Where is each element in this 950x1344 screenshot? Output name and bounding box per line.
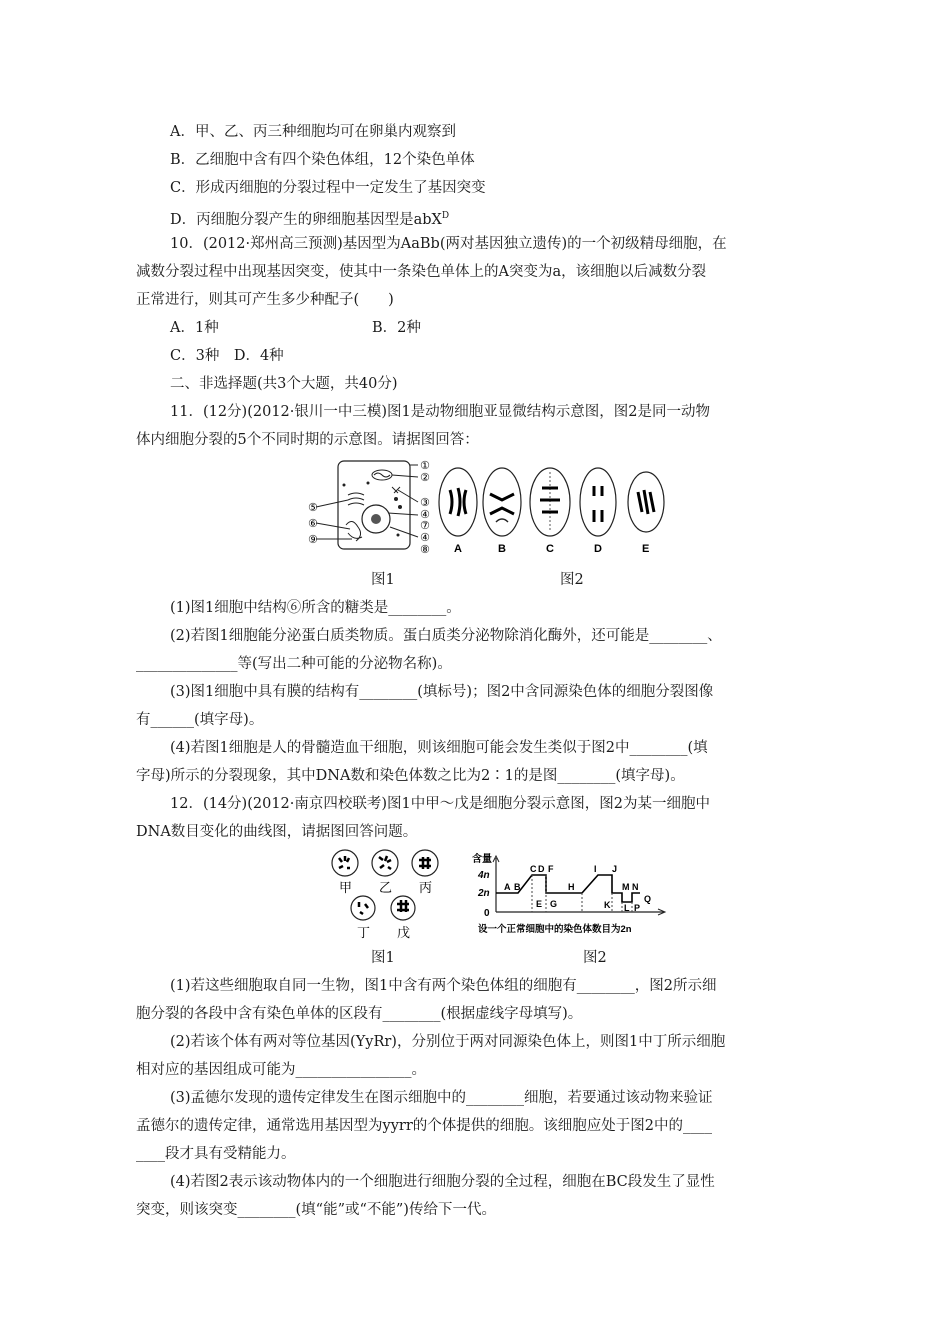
graph-letter: K <box>604 900 611 910</box>
q12-line-2: DNA数目变化的曲线图，请据图回答问题。 <box>136 824 418 840</box>
q11-figure-1-caption: 图1 <box>371 572 395 588</box>
graph-letter: L <box>624 903 630 913</box>
cell-label: 丁 <box>357 925 371 940</box>
q11-line-1: 11．(12分)(2012·银川一中三模)图1是动物细胞亚显微结构示意图，图2是同一动物 <box>170 404 710 420</box>
q11-sub-4-line-1: (4)若图1细胞是人的骨髓造血干细胞，则该细胞可能会发生类似于图2中________(填 <box>170 740 708 756</box>
graph-letter: Q <box>644 894 652 904</box>
graph-letter: N <box>632 882 639 892</box>
q11-sub-4-line-2: 字母)所示的分裂现象，其中DNA数和染色体数之比为2∶1的是图________(填字母)。 <box>136 768 685 784</box>
y-axis-label: 含量 <box>472 854 492 865</box>
q12-figure-1-caption: 图1 <box>371 950 395 966</box>
q9-option-c: C．形成丙细胞的分裂过程中一定发生了基因突变 <box>170 180 486 196</box>
cell-yi <box>372 850 398 876</box>
cell-bing <box>412 850 438 876</box>
q12-figure-2-dna-graph <box>472 850 672 938</box>
fig1-label-right: ⑧ <box>420 544 430 555</box>
q11-sub-3-line-2: 有______(填字母)。 <box>136 712 264 728</box>
q11-sub-1: (1)图1细胞中结构⑥所含的糖类是________。 <box>170 600 461 616</box>
q11-figure-2-division-stages <box>438 466 670 556</box>
q10-option-b: B．2种 <box>372 320 421 336</box>
graph-letter: B <box>514 882 521 892</box>
q11-sub-3-line-1: (3)图1细胞中具有膜的结构有________(填标号)；图2中含同源染色体的细胞分裂图像 <box>170 684 714 700</box>
q12-sub-2-line-2: 相对应的基因组成可能为________________。 <box>136 1062 426 1078</box>
q12-sub-3-line-2: 孟德尔的遗传定律，通常选用基因型为yyrr的个体提供的细胞。该细胞应处于图2中的____ <box>136 1118 712 1134</box>
q9-option-d <box>170 206 449 230</box>
stage-label: D <box>594 543 602 555</box>
q10-line-3: 正常进行，则其可产生多少种配子( ) <box>136 292 394 308</box>
q11-figure-2-caption: 图2 <box>560 572 584 588</box>
q10-option-a: A．1种 <box>170 320 219 336</box>
q9-option-d-superscript: D <box>441 211 450 221</box>
q12-figure-1-cells <box>325 848 455 940</box>
q12-sub-1-line-2: 胞分裂的各段中含有染色单体的区段有________(根据虚线字母填写)。 <box>136 1006 583 1022</box>
nucleolus <box>371 514 381 524</box>
y-tick-0: 0 <box>484 908 490 919</box>
q9-option-a: A．甲、乙、丙三种细胞均可在卵巢内观察到 <box>170 124 456 140</box>
y-tick-2n: 2n <box>478 888 490 899</box>
stage-label: E <box>642 543 650 555</box>
graph-letter: J <box>612 864 618 874</box>
golgi-apparatus <box>348 493 364 505</box>
graph-note: 设一个正常细胞中的染色体数目为2n <box>478 924 632 935</box>
fig1-label-right: ② <box>420 472 430 484</box>
stage-d-cell <box>580 468 616 536</box>
graph-letter: I <box>594 864 597 874</box>
graph-letter: M <box>622 882 630 892</box>
q12-sub-2-line-1: (2)若该个体有两对等位基因(YyRr)，分别位于两对同源染色体上，则图1中丁所示细胞 <box>170 1034 726 1050</box>
q11-figure-1-cell-diagram <box>308 455 438 555</box>
graph-letter: C <box>530 864 537 874</box>
stage-label: C <box>546 543 554 555</box>
cell-label: 丙 <box>419 880 433 895</box>
stage-label: A <box>454 543 462 555</box>
q12-sub-4-line-2: 突变，则该突变________(填“能”或“不能”)传给下一代。 <box>136 1202 496 1218</box>
cell-wu <box>391 896 415 920</box>
q11-sub-2-line-1: (2)若图1细胞能分泌蛋白质类物质。蛋白质类分泌物除消化酶外，还可能是________、 <box>170 628 722 644</box>
q10-option-cd: C．3种 D．4种 <box>170 348 284 364</box>
fig1-label-right: ④ <box>420 509 430 521</box>
graph-letter: P <box>634 903 641 913</box>
stage-b-cell <box>483 468 521 536</box>
graph-letter: F <box>548 864 554 874</box>
cell-jia <box>332 850 358 876</box>
fig1-label-left: ⑥ <box>308 518 318 530</box>
cell-label: 乙 <box>379 880 393 895</box>
fig1-label-right: ③ <box>420 497 430 509</box>
q9-option-b: B．乙细胞中含有四个染色体组，12个染色单体 <box>170 152 475 168</box>
graph-letter: G <box>550 899 558 909</box>
stage-c-cell <box>530 468 570 536</box>
fig1-label-right: ④ <box>420 532 430 544</box>
q9-option-d-text: D．丙细胞分裂产生的卵细胞基因型是abX <box>170 212 442 228</box>
fig1-label-left: ⑤ <box>308 502 318 514</box>
stage-label: B <box>498 543 506 555</box>
graph-letter: A <box>504 882 511 892</box>
q10-line-1: 10．(2012·郑州高三预测)基因型为AaBb(两对基因独立遗传)的一个初级精母细胞，在 <box>170 236 727 252</box>
q11-sub-2-line-2: ______________等(写出二种可能的分泌物名称)。 <box>136 656 452 672</box>
fig1-label-left: ⑨ <box>308 534 318 546</box>
endoplasmic-reticulum <box>346 521 362 541</box>
q12-sub-3-line-1: (3)孟德尔发现的遗传定律发生在图示细胞中的________细胞，若要通过该动物来验证 <box>170 1090 713 1106</box>
q12-figure-2-caption: 图2 <box>583 950 607 966</box>
fig1-label-right: ① <box>420 460 430 472</box>
q10-line-2: 减数分裂过程中出现基因突变，使其中一条染色单体上的A突变为a，该细胞以后减数分裂 <box>136 264 707 280</box>
q11-line-2: 体内细胞分裂的5个不同时期的示意图。请据图回答： <box>136 432 479 448</box>
graph-letter: H <box>568 882 575 892</box>
cell-label: 戊 <box>397 925 411 940</box>
graph-letter: D <box>538 864 545 874</box>
q12-sub-3-line-3: ____段才具有受精能力。 <box>136 1146 296 1162</box>
stage-e-cell <box>628 472 664 532</box>
stage-a-cell <box>439 468 477 536</box>
cell-label: 甲 <box>339 880 353 895</box>
q12-line-1: 12．(14分)(2012·南京四校联考)图1中甲～戊是细胞分裂示意图，图2为某一细胞中 <box>170 796 710 812</box>
fig1-label-right: ⑦ <box>420 520 430 532</box>
q12-sub-1-line-1: (1)若这些细胞取自同一生物，图1中含有两个染色体组的细胞有________，图2所示细 <box>170 978 717 994</box>
y-tick-4n: 4n <box>478 870 490 881</box>
cell-ding <box>351 896 375 920</box>
q12-sub-4-line-1: (4)若图2表示该动物体内的一个细胞进行细胞分裂的全过程，细胞在BC段发生了显性 <box>170 1174 715 1190</box>
section-title: 二、非选择题(共3个大题，共40分) <box>170 376 398 392</box>
graph-letter: E <box>536 899 543 909</box>
